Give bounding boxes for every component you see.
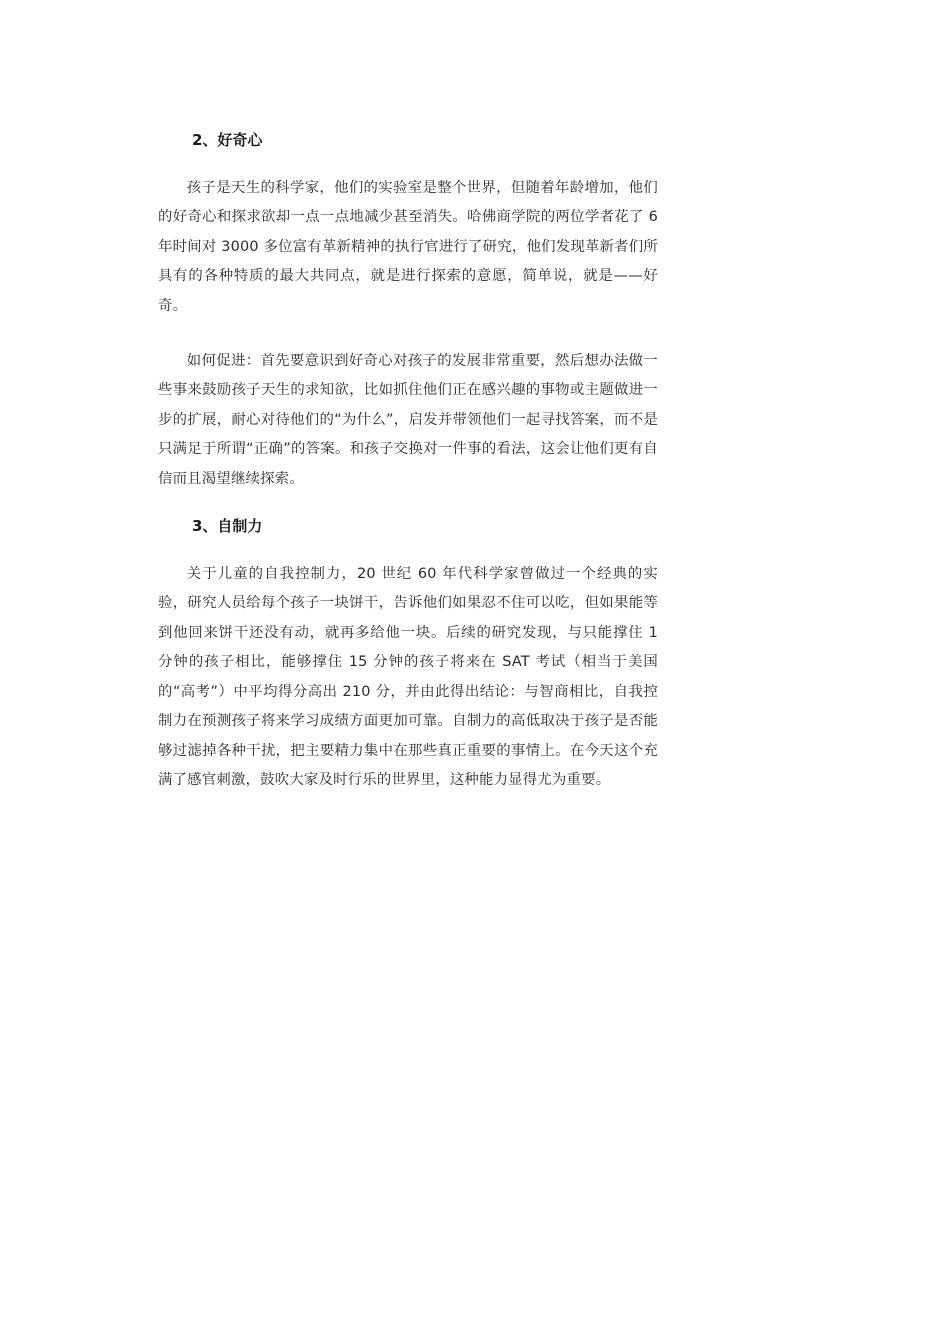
section-heading-curiosity: 2、好奇心 (192, 131, 263, 149)
document-content (158, 128, 658, 795)
paragraph-curiosity-intro: 孩子是天生的科学家，他们的实验室是整个世界，但随着年龄增加，他们的好奇心和探求欲却一点一点地减少甚至消失。哈佛商学院的两位学者花了 6 年时间对 3000 多位富有革新精神的执行官进行了研究，他们发现革新者们所具有的各种特质的最大共同点，就是进行探索的意愿，简单说，就是——好奇。 (158, 180, 658, 314)
section-heading-self-control: 3、自制力 (192, 517, 263, 536)
paragraph-self-control: 关于儿童的自我控制力，20 世纪 60 年代科学家曾做过一个经典的实验，研究人员给每个孩子一块饼干，告诉他们如果忍不住可以吃，但如果能等到他回来饼干还没有动，就再多给他一块。后续的研究发现，与只能撑住 1 分钟的孩子相比，能够撑住 15 分钟的孩子将来在 SAT 考试（相当于美国的“高考”）中平均得分高出 210 分，并由此得出结论：与智商相比，自我控制力在预测孩子将来学习成绩方面更加可靠。自制力的高低取决于孩子是否能够过滤掉各种干扰，把主要精力集中在那些真正重要的事情上。在今天这个充满了感官刺激，鼓吹大家及时行乐的世界里，这种能力显得尤为重要。 (158, 566, 658, 788)
paragraph-curiosity-how-to: 如何促进：首先要意识到好奇心对孩子的发展非常重要，然后想办法做一些事来鼓励孩子天生的求知欲，比如抓住他们正在感兴趣的事物或主题做进一步的扩展，耐心对待他们的“为什么”，启发并带领他们一起寻找答案，而不是只满足于所谓“正确”的答案。和孩子交换对一件事的看法，这会让他们更有自信而且渴望继续探索。 (158, 353, 658, 487)
